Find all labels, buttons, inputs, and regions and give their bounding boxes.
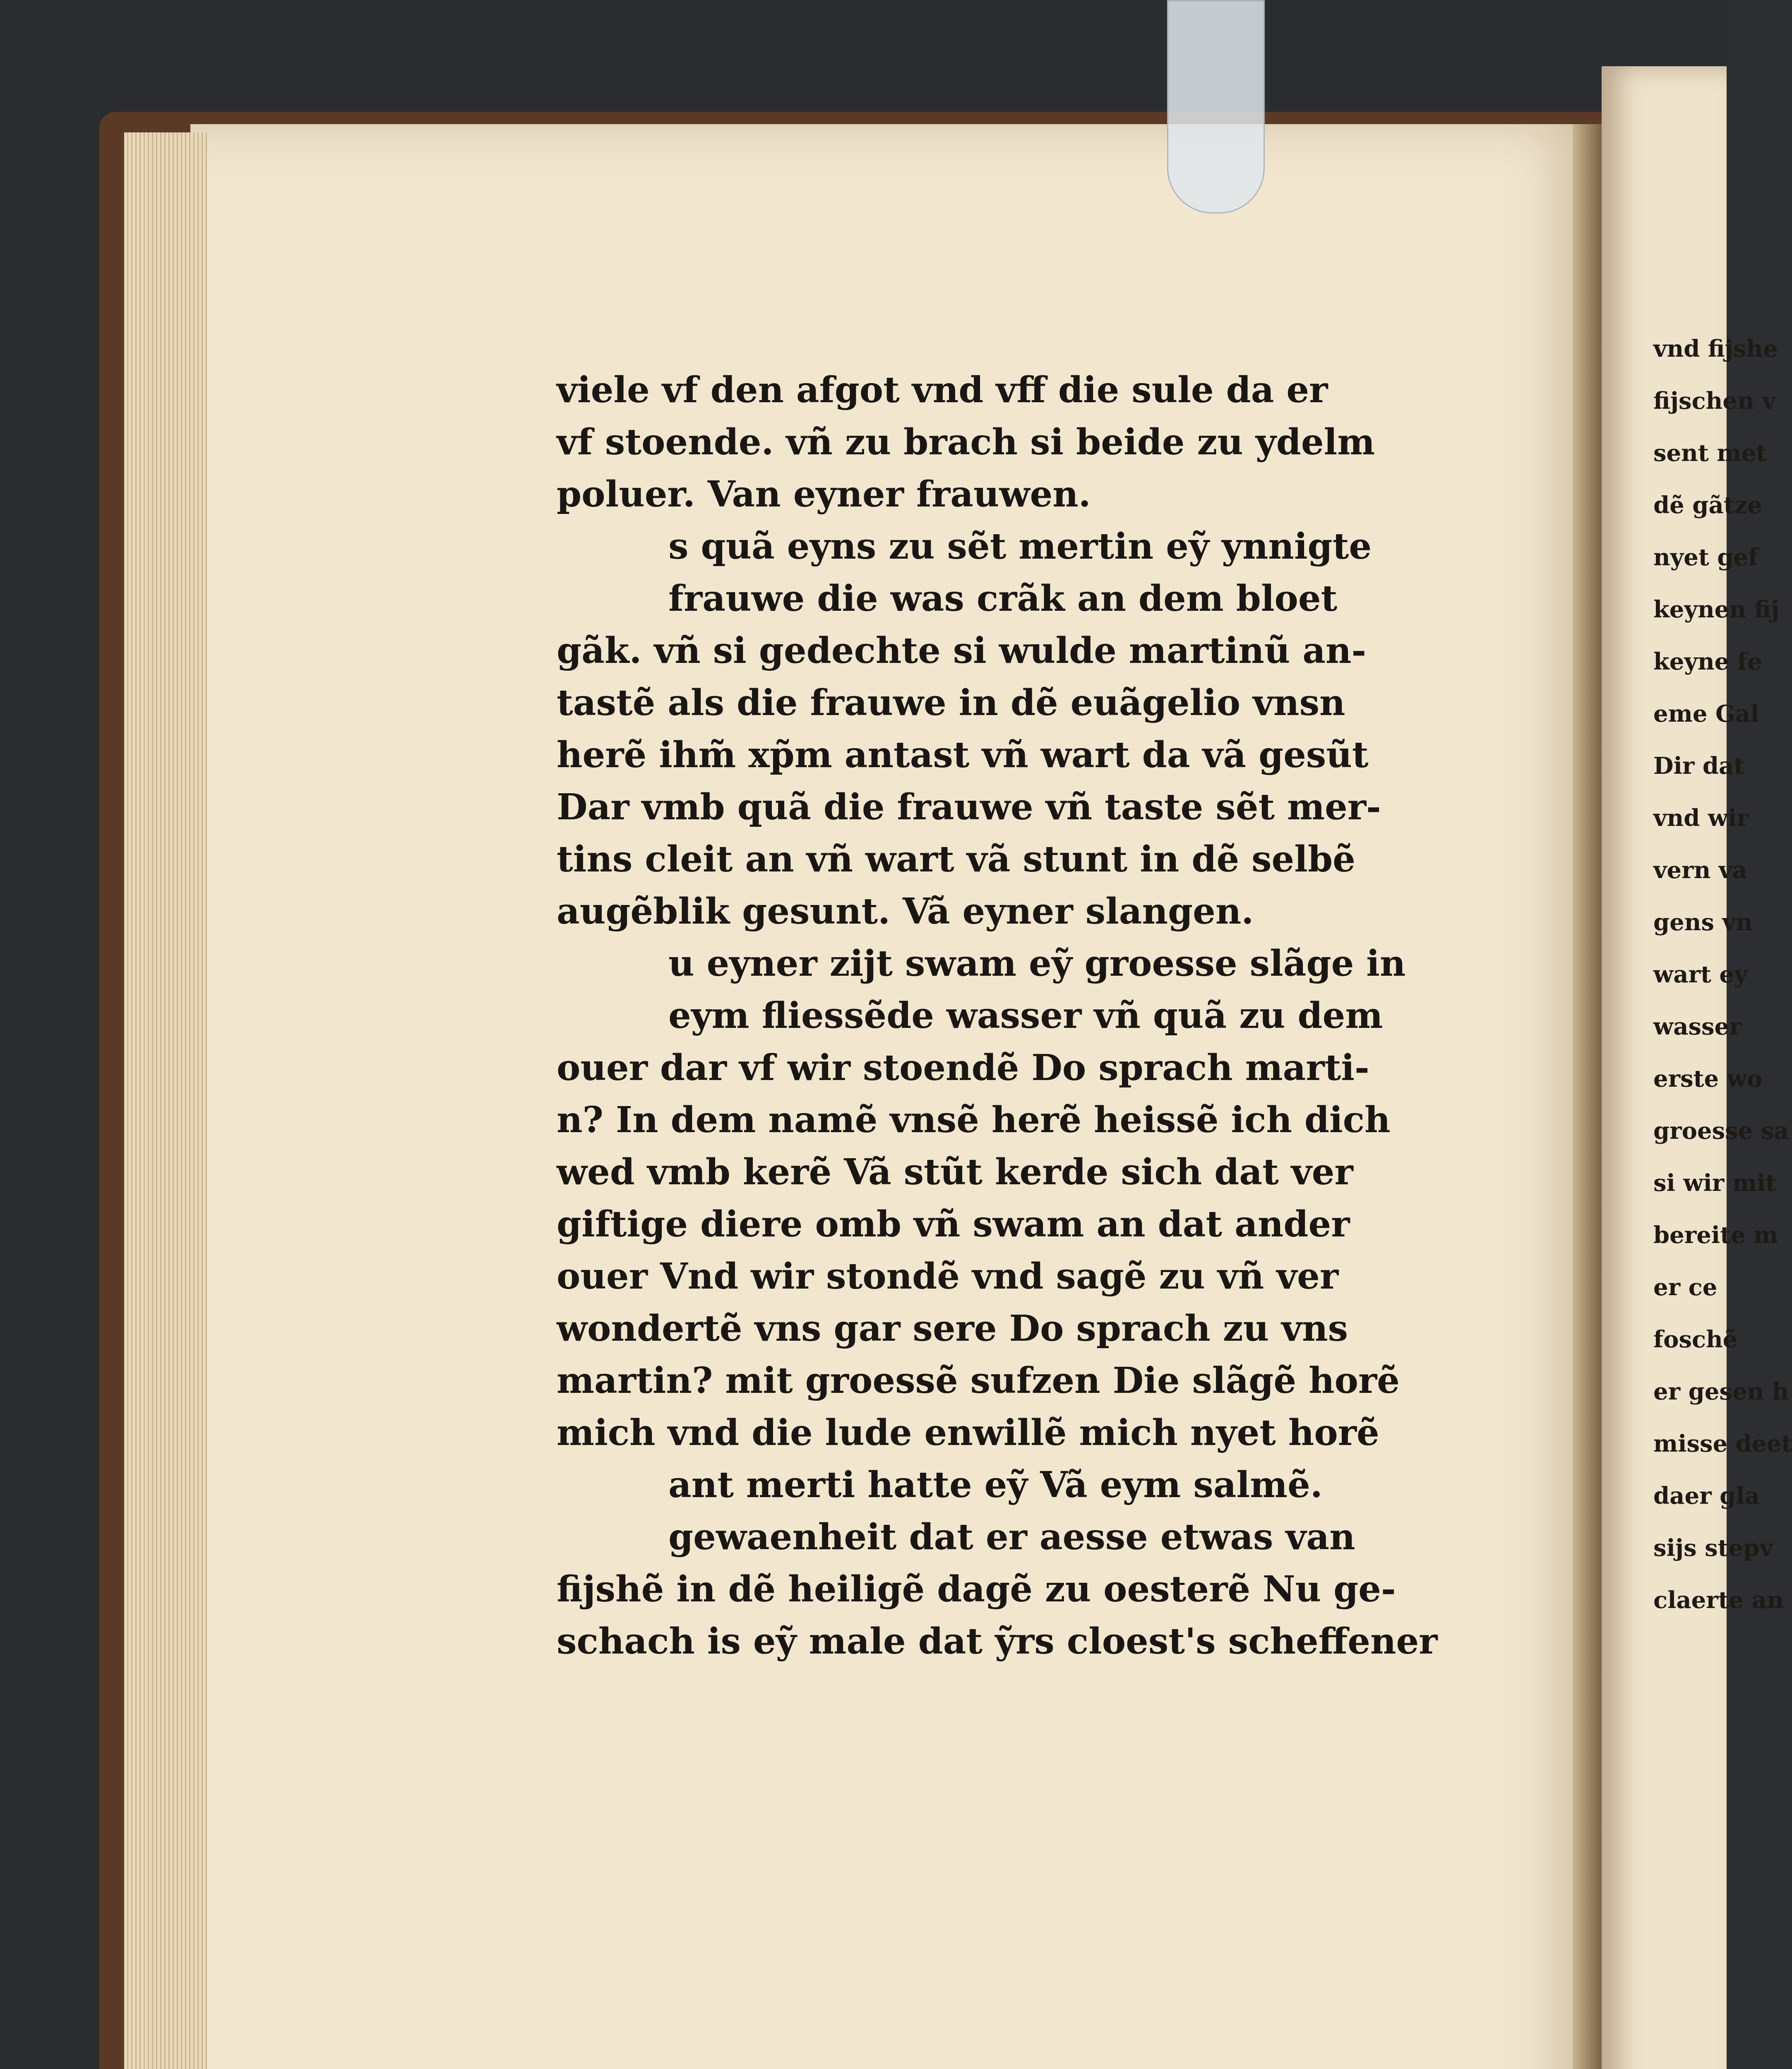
text-line-3: poluer. Van eyner frauwen.	[557, 473, 1091, 515]
book-gutter	[1573, 124, 1606, 2069]
text-line-11: augẽblik gesunt. Vã eyner slangen.	[557, 890, 1254, 932]
text-line-16: wed vmb kerẽ Vã stũt kerde sich dat ver	[557, 1151, 1353, 1193]
facing-line-23: daer gla	[1653, 1482, 1760, 1510]
facing-line-21: er gesen h	[1653, 1378, 1789, 1405]
text-line-7: tastẽ als die frauwe in dẽ euãgelio vnsn	[557, 682, 1345, 724]
facing-line-2: fijschen v	[1653, 387, 1776, 415]
facing-line-20: foschẽ	[1653, 1326, 1738, 1353]
text-line-24: fijshẽ in dẽ heiligẽ dagẽ zu oesterẽ Nu ge-	[557, 1568, 1396, 1610]
text-line-17: giftige diere omb vñ swam an dat ander	[557, 1203, 1350, 1245]
facing-line-24: sijs stepv	[1653, 1534, 1773, 1562]
text-line-2: vf stoende. vñ zu brach si beide zu ydelm	[557, 421, 1375, 463]
text-line-5: frauwe die was crãk an dem bloet	[668, 578, 1338, 619]
facing-line-3: sent met	[1653, 439, 1767, 467]
facing-line-10: vnd wir	[1653, 804, 1749, 832]
facing-line-7: keyne fe	[1653, 648, 1762, 675]
text-line-8: herẽ ihm̃ xp̃m antast vñ wart da vã gesũt	[557, 734, 1369, 776]
facing-line-4: dẽ gãtze	[1653, 492, 1763, 519]
facing-line-17: si wir mit	[1653, 1169, 1777, 1197]
page-holder-clip-top	[1167, 0, 1265, 214]
text-line-21: mich vnd die lude enwillẽ mich nyet horẽ	[557, 1412, 1379, 1454]
text-line-9: Dar vmb quã die frauwe vñ taste sẽt mer-	[557, 786, 1381, 828]
facing-line-8: eme Gal	[1653, 700, 1759, 727]
text-line-18: ouer Vnd wir stondẽ vnd sagẽ zu vñ ver	[557, 1255, 1339, 1297]
text-line-25: schach is eỹ male dat ỹrs cloest's scheffener	[557, 1620, 1438, 1662]
facing-line-13: wart ey	[1653, 961, 1748, 988]
text-line-6: gãk. vñ si gedechte si wulde martinũ an-	[557, 630, 1367, 672]
facing-line-12: gens vn	[1653, 909, 1753, 936]
facing-page-text	[1653, 323, 1792, 1626]
text-line-12: u eyner zijt swam eỹ groesse slãge in	[668, 943, 1406, 984]
text-line-19: wondertẽ vns gar sere Do sprach zu vns	[557, 1308, 1348, 1349]
facing-line-11: vern va	[1653, 857, 1747, 884]
text-line-13: eym fliessẽde wasser vñ quã zu dem	[668, 995, 1383, 1037]
facing-line-9: Dir dat	[1653, 752, 1745, 780]
text-line-15: n? In dem namẽ vnsẽ herẽ heissẽ ich dich	[557, 1099, 1391, 1141]
facing-line-1: vnd fijshe	[1653, 335, 1778, 362]
text-line-20: martin? mit groessẽ sufzen Die slãgẽ horẽ	[557, 1360, 1400, 1402]
facing-line-14: wasser	[1653, 1013, 1742, 1040]
text-line-14: ouer dar vf wir stoendẽ Do sprach marti-	[557, 1047, 1369, 1089]
facing-line-19: er ce	[1653, 1274, 1718, 1301]
main-text-block	[557, 364, 1438, 1668]
facing-line-15: erste wo	[1653, 1065, 1763, 1092]
facing-line-22: misse deet	[1653, 1430, 1792, 1457]
text-line-23: gewaenheit dat er aesse etwas van	[668, 1516, 1355, 1558]
facing-line-18: bereite m	[1653, 1222, 1778, 1249]
facing-line-5: nyet gef	[1653, 544, 1758, 571]
facing-line-6: keynen fij	[1653, 596, 1780, 623]
facing-line-16: groesse sa	[1653, 1117, 1789, 1145]
text-line-22: ant merti hatte eỹ Vã eym salmẽ.	[668, 1464, 1323, 1506]
text-line-1: viele vf den afgot vnd vff die sule da er	[557, 369, 1328, 411]
text-line-10: tins cleit an vñ wart vã stunt in dẽ selbẽ	[557, 838, 1355, 880]
facing-line-25: claerte an	[1653, 1587, 1784, 1614]
text-line-4: s quã eyns zu sẽt mertin eỹ ynnigte	[668, 526, 1372, 567]
page-edges	[124, 132, 207, 2069]
